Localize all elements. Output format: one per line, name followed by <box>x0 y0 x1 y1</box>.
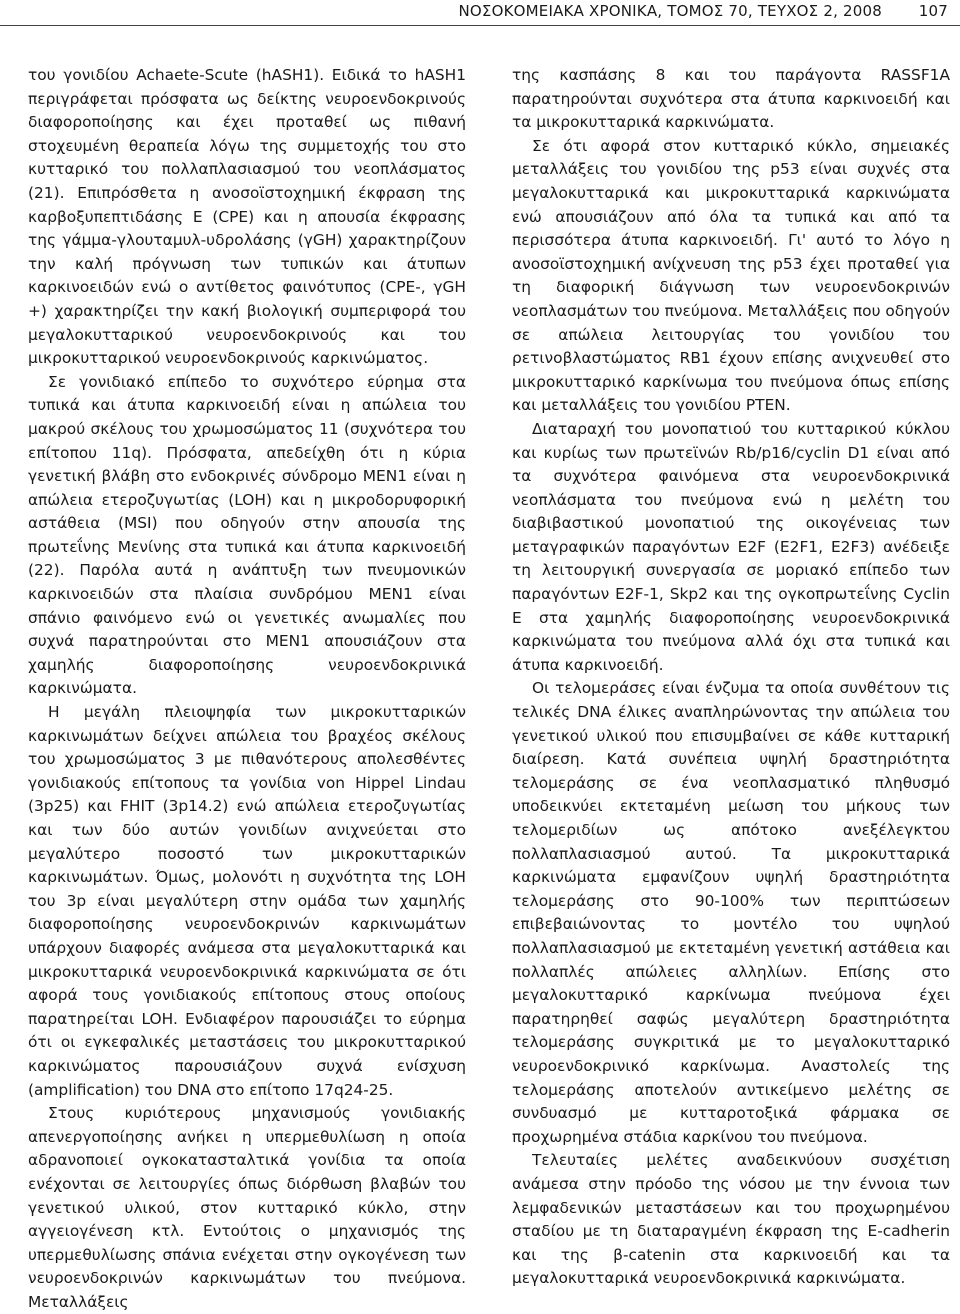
header-divider <box>0 25 960 26</box>
journal-citation: ΝΟΣΟΚΟΜΕΙΑΚΑ ΧΡΟΝΙΚΑ, ΤΟΜΟΣ 70, ΤΕΥΧΟΣ 2, 2008 <box>458 2 882 20</box>
paragraph: Η μεγάλη πλειοψηφία των μικροκυτταρικών καρκινωμάτων δείχνει απώλεια του βραχέος σκέλους του χρωμοσώματος 3 με πιθανότερους απολεσθέντες γονιδιακούς επίτοπους τα γονίδια von Hippel Lindau (3p25) και FHIT (3p14.2) ενώ απώλεια ετεροζυγωτίας και των δύο αυτών γονιδίων ανιχνεύεται στο μεγαλύτερο ποσοστό των μικροκυτταρικών καρκινωμάτων. Όμως, μολονότι η συχνότητα της LOH του 3p είναι μεγαλύτερη στην ομάδα των χαμηλής διαφοροποίησης νευροενδοκρινών καρκινωμάτων υπάρχουν διαφορές ανάμεσα στα μεγαλοκυτταρικά και μικροκυτταρικά νευροενδοκρινικά καρκινώματα σε ότι αφορά τους γονιδιακούς επίτοπους στους οποίους παρατηρείται LOH. Ενδιαφέρον παρουσιάζει το εύρημα ότι οι εγκεφαλικές μεταστάσεις του μικροκυτταρικού καρκινώματος παρουσιάζουν συχνά ενίσχυση (amplification) του DNA στο επίτοπο 17q24-25. <box>28 703 466 1099</box>
paragraph: του γονιδίου Achaete-Scute (hASH1). Ειδικά το hASH1 περιγράφεται πρόσφατα ως δείκτης νευροενδοκρινούς διαφοροποίησης και έχει προταθεί ως πιθανή στοχευμένη θεραπεία λόγω της συμμετοχής του στο κυτταρικό του πολλαπλασιασμού του νεοπλάσματος (21). Επιπρόσθετα η ανοσοϊστοχημική έκφραση της καρβοξυπεπτιδάσης Ε (CPE) και η απουσία έκφρασης της γάμμα-γλουταμυλ-υδρολάσης (γGH) χαρακτηρίζουν την καλή πρόγνωση των τυπικών και άτυπων καρκινοειδών ενώ ο αντίθετος φαινότυπος (CPE-, γGH +) χαρακτηρίζει την κακή βιολογική συμπεριφορά του μεγαλοκυτταρικού νευροενδοκρινούς και του μικροκυτταρικού νευροενδοκρινούς καρκινώματος. <box>28 66 466 368</box>
paragraph: Τελευταίες μελέτες αναδεικνύουν συσχέτιση ανάμεσα στην πρόοδο της νόσου με την έννοια των λεμφαδενικών μεταστάσεων και του προχωρημένου σταδίου με τη διαταραγμένη έκφραση της E-cadherin και της β-catenin στα καρκινοειδή και τα μεγαλοκυτταρικά νευροενδοκρινικά καρκινώματα. <box>512 1151 950 1288</box>
paragraph: Σε γονιδιακό επίπεδο το συχνότερο εύρημα στα τυπικά και άτυπα καρκινοειδή είναι η απώλεια του μακρού σκέλους του χρωμοσώματος 11 (συχνότερα του επίτοπου 11q). Πρόσφατα, απεδείχθη ότι η κύρια γενετική βλάβη στο ενδοκρινές σύνδρομο MEN1 είναι η απώλεια ετεροζυγωτίας (LOH) και η μικροδορυφορική αστάθεια (MSI) που οδηγούν στην απουσία της πρωτεΐνης Μενίνης στα τυπικά και άτυπα καρκινοειδή (22). Παρόλα αυτά η ανάπτυξη των πνευμονικών καρκινοειδών στα πλαίσια συνδρόμου MEN1 είναι σπάνιο φαινόμενο ενώ οι γενετικές ανωμαλίες που συχνά παρατηρούνται στο MEN1 απουσιάζουν στα χαμηλής διαφοροποίησης νευροενδοκρινικά καρκινώματα. <box>28 372 466 698</box>
left-text-column <box>28 64 466 1314</box>
paragraph: Διαταραχή του μονοπατιού του κυτταρικού κύκλου και κυρίως των πρωτεϊνών Rb/p16/cyclin D1 είναι από τα συχνότερα φαινόμενα στα νευροενδοκρινικά νεοπλάσματα του πνεύμονα ενώ η μελέτη του διαβιβαστικού μονοπατιού της οικογένειας των μεταγραφικών παραγόντων E2F (E2F1, E2F3) ανέδειξε τη λειτουργική συνεργασία σε μοριακό επίπεδο των παραγόντων E2F-1, Skp2 και της ογκοπρωτεΐνης Cyclin E στα χαμηλής διαφοροποίησης νευροενδοκρινικά καρκινώματα του πνεύμονα αλλά όχι στα τυπικά και άτυπα καρκινοειδή. <box>512 419 950 674</box>
paragraph: Σε ότι αφορά στον κυτταρικό κύκλο, σημειακές μεταλλάξεις του γονιδίου της p53 είναι συχνές στα μεγαλοκυτταρικά και μικροκυτταρικά καρκινώματα ενώ απουσιάζουν από όλα τα τυπικά και από τα περισσότερα άτυπα καρκινοειδή. Γι' αυτό το λόγο η ανοσοϊστοχημική ανίχνευση της p53 έχει προταθεί για τη διαφορική διάγνωση των νευροενδοκρινών νεοπλασμάτων του πνεύμονα. Μεταλλάξεις που οδηγούν σε απώλεια λειτουργίας του γονιδίου του ρετινοβλαστώματος RB1 έχουν επίσης ανιχνευθεί στο μικροκυτταρικό καρκίνωμα του πνεύμονα όπως επίσης και μεταλλάξεις του γονιδίου PTEN. <box>512 136 950 415</box>
right-text-column <box>512 64 950 1291</box>
paragraph: Οι τελομεράσες είναι ένζυμα τα οποία συνθέτουν τις τελικές DNA έλικες αναπληρώνοντας την απώλεια του γενετικού υλικού που επισυμβαίνει σε κάθε κυτταρική διαίρεση. Κατά συνέπεια υψηλή δραστηριότητα τελομεράσης σε ένα νεοπλασματικό πληθυσμό υποδεικνύει εκτεταμένη μείωση του μήκους των τελομεριδίων ως απότοκο ανεξέλεγκτου πολλαπλασιασμού αυτού. Τα μικροκυτταρικά καρκινώματα εμφανίζουν υψηλή δραστηριότητα τελομεράσης στο 90-100% των περιπτώσεων επιβεβαιώνοντας το μοντέλο του υψηλού πολλαπλασιασμού με εκτεταμένη γενετική αστάθεια και πολλαπλές απώλειες αλληλίων. Επίσης στο μεγαλοκυτταρικό καρκίνωμα πνεύμονα έχει παρατηρηθεί σαφώς μεγαλύτερη δραστηριότητα τελομεράσης συγκριτικά με το μεγαλοκυτταρικό νευροενδοκρινικό καρκίνωμα. Αναστολείς της τελομεράσης αποτελούν αντικείμενο μελέτης σε συνδυασμό με κυτταροτοξικά φάρμακα σε προχωρημένα στάδια καρκίνου του πνεύμονα. <box>512 679 950 1146</box>
paragraph: της κασπάσης 8 και του παράγοντα RASSF1A παρατηρούνται συχνότερα στα άτυπα καρκινοειδή και τα μικροκυτταρικά καρκινώματα. <box>512 66 950 132</box>
page-number: 107 <box>918 2 948 20</box>
paragraph: Στους κυριότερους μηχανισμούς γονιδιακής απενεργοποίησης ανήκει η υπερμεθυλίωση η οποία αδρανοποιεί ογκοκατασταλτικά γονίδια τα οποία ενέχονται σε λειτουργίες όπως διόρθωση βλαβών του γενετικού υλικού, στον κυτταρικό κύκλο, στην αγγειογένεση κτλ. Εντούτοις ο μηχανισμός της υπερμεθυλίωσης σπάνια ενέχεται στην ογκογένεση των νευροενδοκρινών καρκινωμάτων του πνεύμονα. Μεταλλάξεις <box>28 1104 466 1311</box>
